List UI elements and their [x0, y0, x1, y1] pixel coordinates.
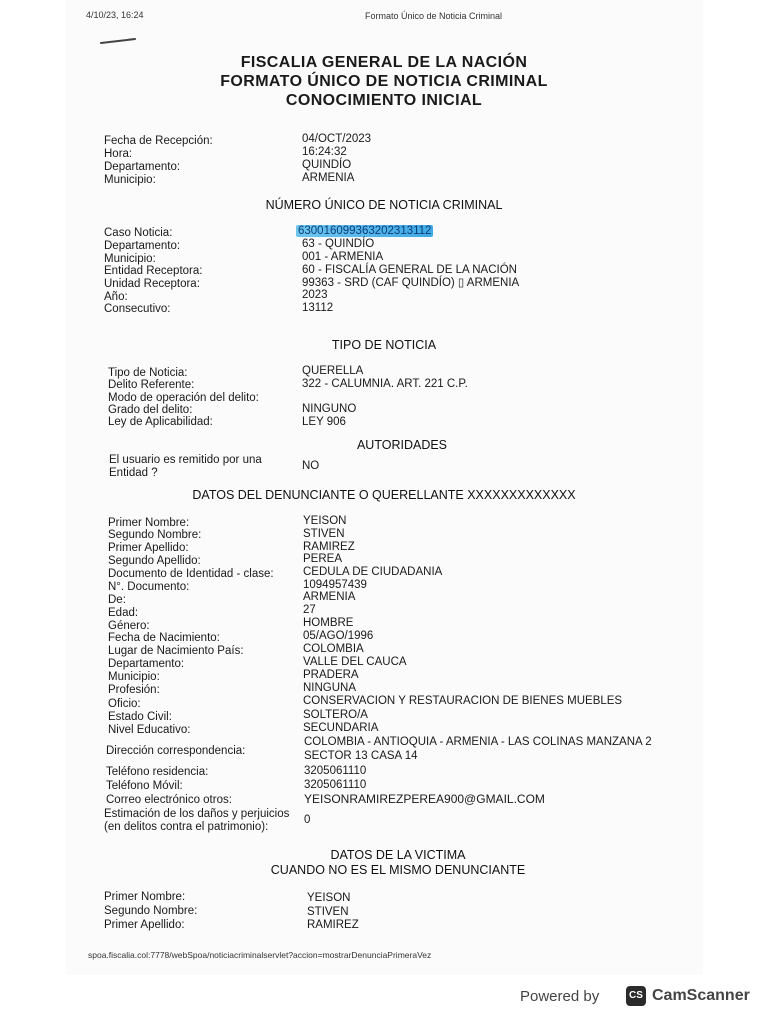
field-value: 27 [303, 604, 316, 616]
field-label: Primer Nombre: [108, 517, 190, 529]
field-label: De: [108, 594, 126, 606]
direccion-value-line-1: COLOMBIA - ANTIOQUIA - ARMENIA - LAS COLINAS MANZANA 2 [304, 736, 652, 748]
camscanner-brand: CamScanner [652, 987, 750, 1004]
pen-mark-icon [100, 38, 136, 44]
field-label: Departamento: [108, 658, 185, 670]
field-label: Primer Apellido: [108, 542, 189, 554]
field-value: 99363 - SRD (CAF QUINDÍO) ▯ ARMENIA [302, 277, 520, 289]
field-label: Primer Nombre: [104, 891, 186, 903]
title-line-2: FORMATO ÚNICO DE NOTICIA CRIMINAL [220, 73, 548, 90]
field-label: Género: [108, 620, 150, 632]
field-label: Profesión: [108, 684, 160, 696]
field-value: NINGUNO [302, 403, 357, 415]
field-value: 04/OCT/2023 [302, 133, 372, 145]
field-label: Segundo Nombre: [104, 905, 198, 917]
field-value: 05/AGO/1996 [303, 630, 374, 642]
footer-url: spoa.fiscalia.col:7778/webSpoa/noticiacriminalservlet?accion=mostrarDenunciaPrimeraVez [88, 950, 432, 960]
field-label: Nivel Educativo: [108, 724, 191, 736]
title-line-1: FISCALIA GENERAL DE LA NACIÓN [240, 54, 528, 71]
field-value: QUINDÍO [302, 159, 352, 171]
field-label: Unidad Receptora: [104, 278, 200, 290]
direccion-label: Dirección correspondencia: [106, 745, 246, 757]
danos-label-line-2: (en delitos contra el patrimonio): [104, 821, 269, 833]
print-datetime: 4/10/23, 16:24 [86, 10, 144, 20]
field-label: Consecutivo: [104, 303, 171, 315]
field-value: NINGUNA [303, 682, 357, 694]
autoridades-answer: NO [302, 460, 320, 472]
field-value: PEREA [303, 553, 342, 565]
section-heading-denunciante: DATOS DEL DENUNCIANTE O QUERELLANTE XXXXXXXXXXXXX [192, 488, 576, 502]
field-value: 60 - FISCALÍA GENERAL DE LA NACIÓN [302, 264, 517, 276]
field-value: QUERELLA [302, 365, 364, 377]
field-value: 63 - QUINDÍO [302, 238, 375, 250]
field-label: Ley de Aplicabilidad: [108, 416, 213, 428]
section-heading-victima: DATOS DE LA VICTIMA [330, 848, 466, 862]
email-label: Correo electrónico otros: [106, 794, 232, 806]
field-value: ARMENIA [302, 172, 355, 184]
telefono-residencia-value: 3205061110 [304, 765, 367, 777]
field-value: VALLE DEL CAUCA [303, 656, 407, 668]
field-value: HOMBRE [303, 617, 354, 629]
caso-noticia-value: 630016099363202313112 [298, 225, 432, 237]
field-label: Modo de operación del delito: [108, 392, 259, 404]
field-label: Departamento: [104, 240, 181, 252]
field-value: PRADERA [303, 669, 359, 681]
field-value: RAMIREZ [303, 541, 355, 553]
field-value: 2023 [302, 289, 328, 301]
field-label: Grado del delito: [108, 404, 193, 416]
field-label: Primer Apellido: [104, 919, 185, 931]
telefono-movil-value: 3205061110 [304, 779, 367, 791]
field-label: Departamento: [104, 161, 181, 173]
field-label: Oficio: [108, 698, 141, 710]
section-heading-autoridades: AUTORIDADES [356, 438, 448, 452]
autoridades-question: El usuario es remitido por una [109, 454, 262, 466]
field-label: Documento de Identidad - clase: [108, 568, 274, 580]
field-value: RAMIREZ [307, 919, 359, 931]
field-value: CEDULA DE CIUDADANIA [303, 566, 443, 578]
print-form-name: Formato Único de Noticia Criminal [365, 11, 503, 21]
field-label: Tipo de Noticia: [108, 367, 188, 379]
field-label: Fecha de Recepción: [104, 135, 213, 147]
field-value: STIVEN [307, 906, 349, 918]
field-label: Municipio: [108, 671, 160, 683]
field-value: 13112 [302, 302, 334, 314]
section-subheading-victima: CUANDO NO ES EL MISMO DENUNCIANTE [270, 863, 526, 877]
autoridades-question-line-2: Entidad ? [109, 467, 158, 479]
field-label: Año: [104, 291, 128, 303]
camscanner-logo-icon: CS [626, 986, 646, 1006]
field-value: COLOMBIA [303, 643, 364, 655]
powered-by-text: Powered by [520, 988, 600, 1005]
field-value: STIVEN [303, 528, 345, 540]
field-label: Segundo Apellido: [108, 555, 201, 567]
field-label: Edad: [108, 607, 139, 619]
telefono-residencia-label: Teléfono residencia: [106, 766, 209, 778]
field-value: SECUNDARIA [303, 722, 379, 734]
field-value: 1094957439 [303, 579, 367, 591]
telefono-movil-label: Teléfono Móvil: [106, 780, 183, 792]
field-value: 16:24:32 [302, 146, 347, 158]
field-value: LEY 906 [302, 416, 346, 428]
field-label: Fecha de Nacimiento: [108, 632, 220, 644]
field-value: ARMENIA [303, 591, 356, 603]
field-value: CONSERVACION Y RESTAURACION DE BIENES MUEBLES [303, 695, 623, 707]
field-label: Caso Noticia: [104, 227, 173, 239]
field-label: Segundo Nombre: [108, 529, 202, 541]
field-value: 001 - ARMENIA [302, 251, 384, 263]
section-heading-tipo-noticia: TIPO DE NOTICIA [331, 338, 437, 352]
danos-label-line-1: Estimación de los daños y perjuicios [104, 808, 290, 820]
field-label: Municipio: [104, 253, 156, 265]
field-value: YEISON [307, 892, 351, 904]
email-value: YEISONRAMIREZPEREA900@GMAIL.COM [304, 792, 545, 806]
field-label: Entidad Receptora: [104, 265, 203, 277]
danos-value: 0 [304, 814, 311, 826]
field-label: Hora: [104, 148, 133, 160]
field-label: Delito Referente: [108, 379, 195, 391]
field-label: N°. Documento: [108, 581, 190, 593]
direccion-value-line-2: SECTOR 13 CASA 14 [304, 750, 418, 762]
title-line-3: CONOCIMIENTO INICIAL [285, 92, 483, 109]
field-label: Estado Civil: [108, 711, 172, 723]
section-heading-numero-unico: NÚMERO ÚNICO DE NOTICIA CRIMINAL [265, 198, 503, 212]
field-label: Municipio: [104, 174, 156, 186]
field-label: Lugar de Nacimiento País: [108, 645, 244, 657]
field-value: 322 - CALUMNIA. ART. 221 C.P. [302, 378, 468, 390]
field-value: SOLTERO/A [303, 709, 368, 721]
field-value: YEISON [303, 515, 347, 527]
